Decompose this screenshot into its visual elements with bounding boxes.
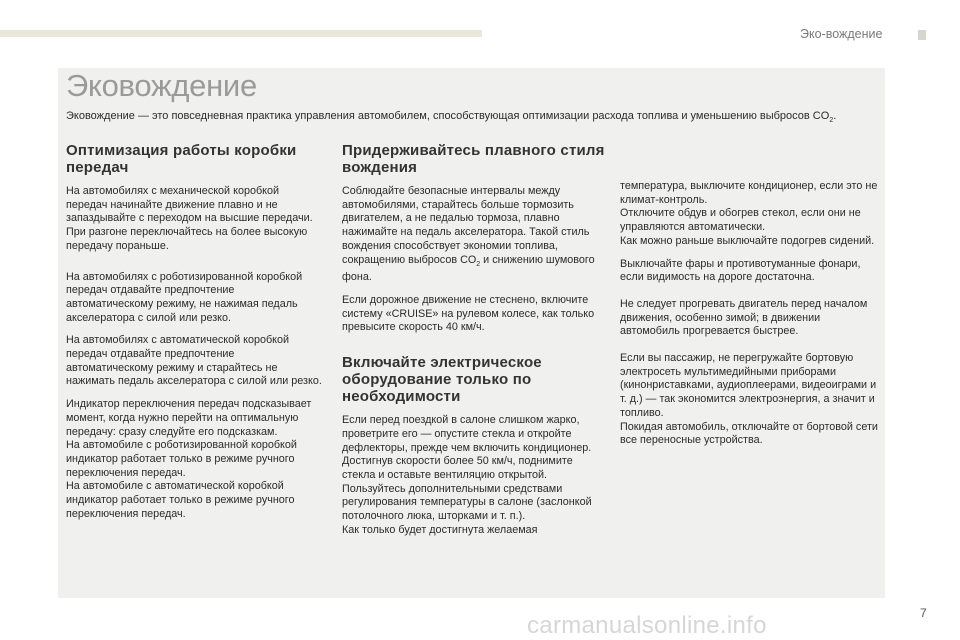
column-driving-style bbox=[342, 142, 606, 547]
column-gearbox bbox=[66, 142, 322, 530]
gear-indicator-robotic-text: На автомобиле с роботизированной коробкой индикатор работает только в режиме ручного переключения передач. bbox=[66, 439, 297, 479]
section-title: Эко-вождение bbox=[800, 27, 883, 41]
subtitle-subscript: 2 bbox=[829, 117, 834, 125]
heading-electrical-equipment: Включайте электрическое оборудование только по необходимости bbox=[342, 354, 542, 406]
paragraph-gear-indicator bbox=[66, 398, 322, 521]
ventilation-text: Если перед поездкой в салоне слишком жарко, проветрите его — опустите стекла и откройте дефлекторы, прежде чем включить кондиционер. bbox=[342, 414, 592, 454]
page-subtitle bbox=[66, 110, 836, 128]
column-continuation bbox=[620, 180, 882, 457]
heading-smooth-driving: Придерживайтесь плавного стиля вождения bbox=[342, 142, 605, 176]
climate-text: температура, выключите кондиционер, если это не климат-контроль. bbox=[620, 180, 878, 206]
page-title: Эковождение bbox=[66, 68, 257, 103]
subtitle-text: Эковождение — это повседневная практика управления автомобилем, способствующая оптимизации расхода топлива и уменьшению выбросов CO bbox=[66, 110, 830, 122]
speed-text: Достигнув скорости более 50 км/ч, поднимите стекла и оставьте вентиляцию открытой. bbox=[342, 455, 573, 481]
passenger-devices-text: Если вы пассажир, не перегружайте бортовую электросеть мультимедийными приборами (кинонриставками, аудиоплеерами, видеоиграми и т. д.) — так экономится электроэнергия, а значит и топливо. bbox=[620, 352, 877, 419]
safe-intervals-text: Соблюдайте безопасные интервалы между автомобилями, старайтесь больше тормозить двигателем, а не педалью тормоза, плавно нажимайте на педаль акселератора. Такой стиль вождения способствует экономии топлива, сокращению выбросов CO bbox=[342, 185, 590, 266]
corner-tab-marker bbox=[918, 30, 926, 40]
paragraph-engine-warmup: Не следует прогревать двигатель перед началом движения, особенно зимой; в движении автомобиль прогревается быстрее. bbox=[620, 297, 868, 338]
header-bar bbox=[0, 30, 482, 37]
paragraph-passenger-devices bbox=[620, 352, 882, 448]
safe-intervals-end: и снижению шумового фона. bbox=[342, 253, 595, 284]
paragraph-automatic-gearbox: На автомобилях с автоматической коробкой передач отдавайте предпочтение автоматическому режиму и старайтесь не нажимать педаль акселератора с силой или резко. bbox=[66, 334, 322, 388]
gear-indicator-text: Индикатор переключения передач подсказывает момент, когда нужно перейти на оптимальную передачу: сразу следуйте его подсказкам. bbox=[66, 398, 312, 438]
subtitle-end: . bbox=[833, 110, 837, 122]
paragraph-headlights: Выключайте фары и противотуманные фонари, если видимость на дороге достаточна. bbox=[620, 257, 861, 284]
paragraph-safe-intervals bbox=[342, 185, 606, 285]
seat-heating-text: Как можно раньше выключайте подогрев сидений. bbox=[620, 234, 875, 247]
unplug-devices-text: Покидая автомобиль, отключайте от бортовой сети все переносные устройства. bbox=[620, 420, 878, 447]
temperature-regulation-text: Пользуйтесь дополнительными средствами регулирования температуры в салоне (заслонкой потолочного люка, шторками и т. п.). bbox=[342, 482, 592, 523]
paragraph-robotic-gearbox: На автомобилях с роботизированной коробкой передач отдавайте предпочтение автоматическому режиму, не нажимая педаль акселератора с силой или резко. bbox=[66, 270, 303, 324]
paragraph-manual-gearbox: На автомобилях с механической коробкой передач начинайте движение плавно и не запаздывайте с переходом на высшие передачи. При разгоне переключайтесь на более высокую передачу пораньше. bbox=[66, 185, 313, 252]
paragraph-climate bbox=[620, 180, 882, 249]
desired-temperature-text: Как только будет достигнута желаемая bbox=[342, 523, 538, 536]
watermark: carmanualsonline.info bbox=[527, 612, 767, 639]
gear-indicator-automatic-text: На автомобиле с автоматической коробкой индикатор работает только в режиме ручного переключения передач. bbox=[66, 480, 295, 520]
paragraph-cruise: Если дорожное движение не стеснено, включите систему «CRUISE» на рулевом колесе, как только превысите скорость 40 км/ч. bbox=[342, 294, 595, 334]
co2-subscript: 2 bbox=[476, 260, 481, 268]
paragraph-ventilation bbox=[342, 414, 606, 537]
page-number: 7 bbox=[920, 606, 927, 620]
defrost-text: Отключите обдув и обогрев стекол, если они не управляются автоматически. bbox=[620, 207, 861, 234]
heading-gearbox: Оптимизация работы коробки передач bbox=[66, 142, 297, 176]
